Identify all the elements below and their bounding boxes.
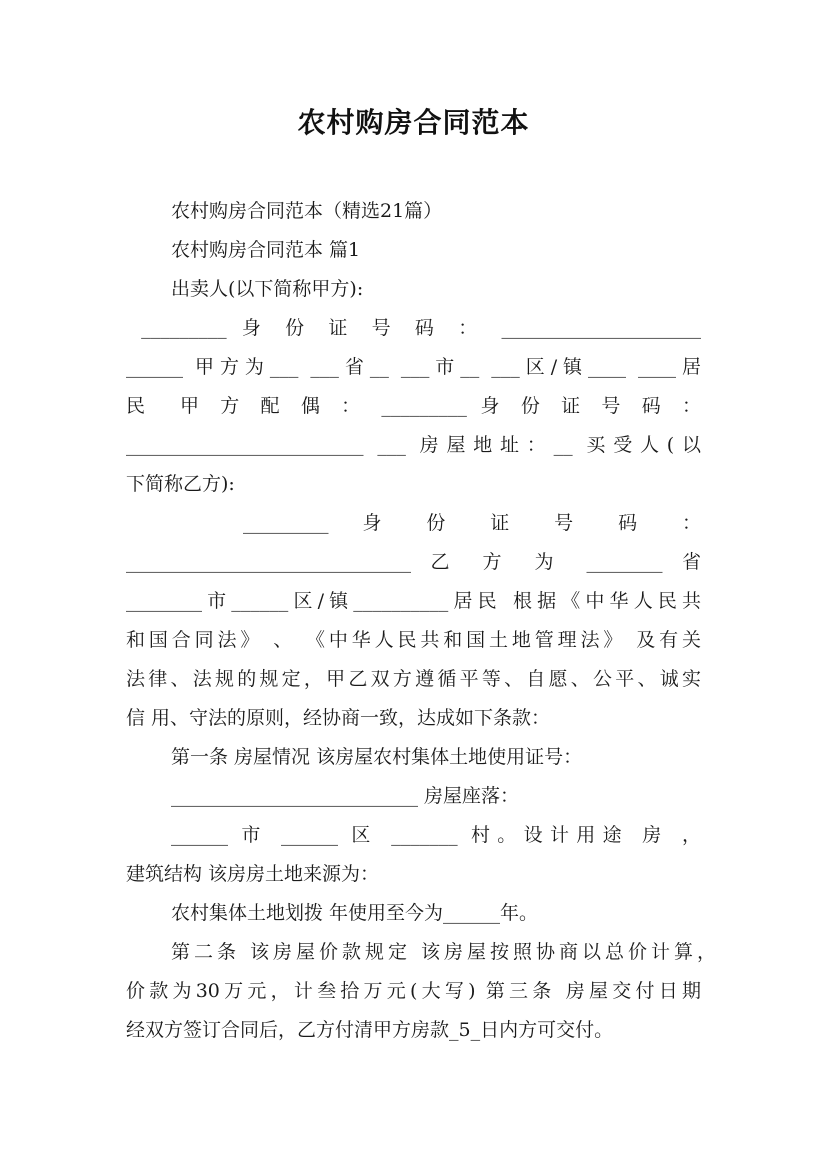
text-line: 价款为30万元，计叁拾万元(大写) 第三条 房屋交付日期: [126, 980, 701, 1002]
text-line: 法律、法规的规定，甲乙双方遵循平等、自愿、公平、诚实: [126, 668, 701, 690]
text-line: 经双方签订合同后，乙方付清甲方房款_5_日内方可交付。: [126, 1019, 614, 1041]
text-line: _________________________ ___ 房屋地址：__ 买受人(以: [126, 434, 701, 456]
text-line: ______________________________ 乙 方 为 ________ 省: [126, 551, 701, 573]
text-line: 第一条 房屋情况 该房屋农村集体土地使用证号：: [171, 746, 583, 768]
text-line: _________ 身 份 证 号 码 ： _____________________: [126, 317, 701, 339]
text-line: 下简称乙方):: [126, 473, 235, 495]
text-line: 农村购房合同范本（精选21篇）: [171, 200, 443, 222]
text-line: __________________________ 房屋座落：: [171, 785, 520, 807]
text-line: 出卖人(以下简称甲方):: [171, 278, 364, 300]
text-line: 和国合同法》 、 《中华人民共和国土地管理法》 及有关: [126, 629, 701, 651]
text-line: 信 用、守法的原则，经协商一致，达成如下条款：: [126, 707, 551, 729]
text-line: _________ 身 份 证 号 码 ：: [243, 512, 701, 534]
text-line: 民 甲 方 配 偶 ： _________ 身 份 证 号 码 ：: [126, 395, 701, 417]
text-line: 农村集体土地划拨 年使用至今为______年。: [171, 902, 539, 924]
text-line: 建筑结构 该房房土地来源为：: [126, 863, 380, 885]
text-line: ______ 甲方为___ ___省__ ___市__ ___区/镇____ ____居: [126, 356, 701, 378]
text-line: ________市______区/镇__________居民 根据《中华人民共: [126, 590, 701, 612]
text-line: 第二条 该房屋价款规定 该房屋按照协商以总价计算，: [171, 941, 716, 963]
text-line: 农村购房合同范本 篇1: [171, 239, 361, 261]
text-line: ______ 市 ______ 区 _______ 村。设计用途 房 ，: [171, 824, 701, 846]
document-title: 农村购房合同范本: [297, 106, 530, 139]
